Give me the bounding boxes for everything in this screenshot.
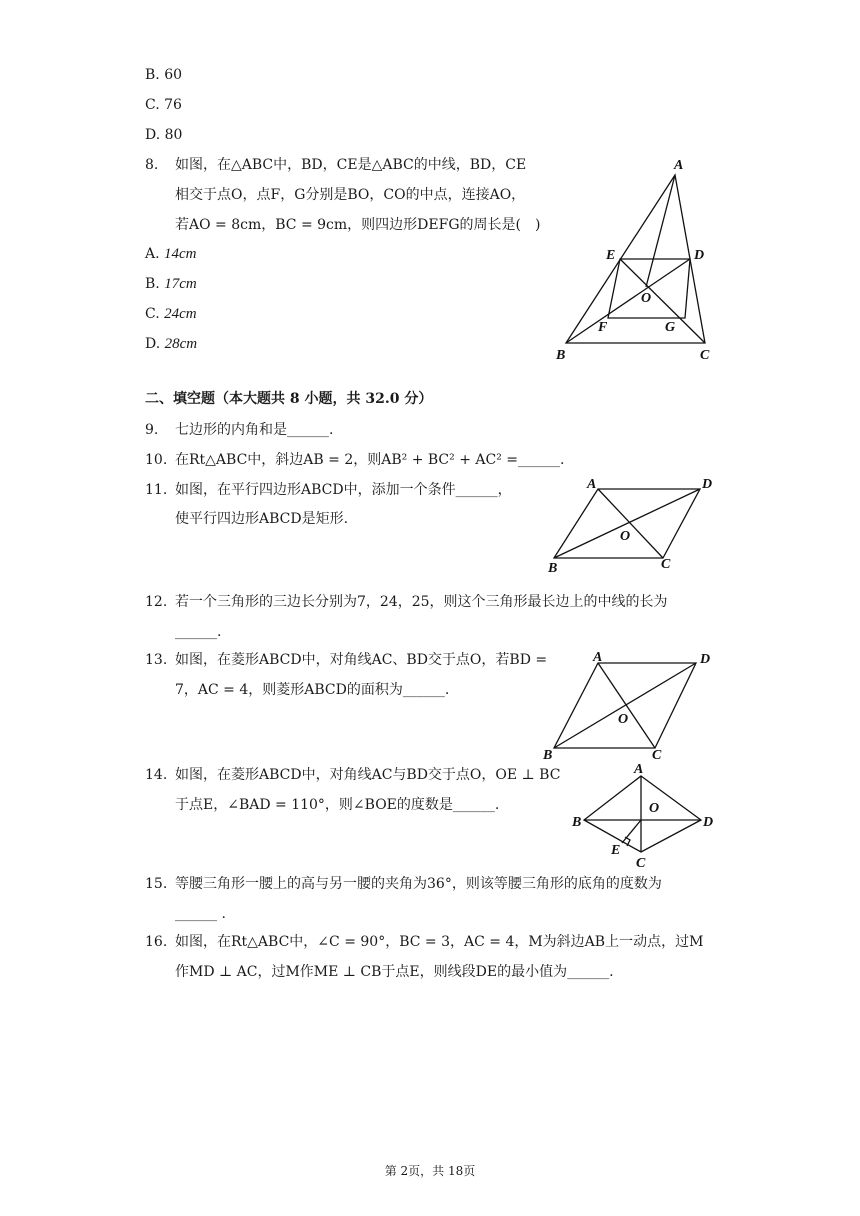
q16-number: 16.	[145, 934, 168, 950]
q11-label-a: A	[587, 477, 597, 492]
q11-label-b: B	[548, 561, 558, 576]
q15-text-line1: 等腰三角形一腰上的高与另一腰的夹角为36°，则该等腰三角形的底角的度数为	[175, 876, 662, 892]
q9-number: 9.	[145, 422, 159, 438]
q8-option-c: C. 24cm	[145, 306, 197, 322]
q8-label-c: C	[700, 348, 710, 363]
q13-number: 13.	[145, 652, 168, 668]
q13-text-line2: 7，AC = 4，则菱形ABCD的面积为______.	[175, 682, 450, 698]
q13-label-a: A	[593, 650, 603, 665]
q16-text-line2: 作MD ⊥ AC，过M作ME ⊥ CB于点E，则线段DE的最小值为______.	[175, 964, 614, 980]
q15-number: 15.	[145, 876, 168, 892]
q14-label-b: B	[572, 815, 582, 830]
q7-option-b: B. 60	[145, 67, 183, 83]
q8-option-d: D. 28cm	[145, 336, 198, 352]
q11-text-line2: 使平行四边形ABCD是矩形.	[175, 511, 349, 527]
q13-text-line1: 如图，在菱形ABCD中，对角线AC、BD交于点O，若BD =	[175, 652, 548, 668]
q13-rhombus-figure	[540, 645, 725, 765]
q10-number: 10.	[145, 452, 168, 468]
q14-label-c: C	[636, 856, 646, 871]
q8-label-d: D	[694, 248, 705, 263]
q14-label-a: A	[634, 762, 644, 777]
q13-label-o: O	[618, 712, 629, 727]
q8-label-o: O	[641, 291, 652, 306]
q13-label-c: C	[652, 748, 662, 763]
q15-text-line2: ______ .	[175, 906, 226, 922]
q14-text-line1: 如图，在菱形ABCD中，对角线AC与BD交于点O，OE ⊥ BC	[175, 767, 561, 783]
q11-number: 11.	[145, 482, 168, 498]
q8-label-a: A	[674, 158, 684, 173]
page-footer: 第 2页，共 18页	[384, 1164, 476, 1178]
q11-label-c: C	[661, 557, 671, 572]
q16-text-line1: 如图，在Rt△ABC中，∠C = 90°，BC = 3，AC = 4，M为斜边AB上一动点，过M	[175, 934, 704, 950]
q14-label-o: O	[649, 801, 660, 816]
q11-label-o: O	[620, 529, 631, 544]
q9-text: 七边形的内角和是______.	[175, 422, 334, 438]
q8-text-line1: 如图，在△ABC中，BD，CE是△ABC的中线，BD，CE	[175, 157, 527, 173]
q8-text-line3: 若AO = 8cm，BC = 9cm，则四边形DEFG的周长是( )	[175, 217, 541, 233]
q8-option-b: B. 17cm	[145, 276, 197, 292]
q14-rhombus-figure	[570, 762, 720, 872]
q14-text-line2: 于点E，∠BAD = 110°，则∠BOE的度数是______.	[175, 797, 500, 813]
q11-text-line1: 如图，在平行四边形ABCD中，添加一个条件______，	[175, 482, 512, 498]
q12-text-line1: 若一个三角形的三边长分别为7，24，25，则这个三角形最长边上的中线的长为	[175, 594, 668, 610]
q11-parallelogram-figure	[540, 472, 725, 577]
q7-option-c: C. 76	[145, 97, 182, 113]
q10-text: 在Rt△ABC中，斜边AB = 2，则AB² + BC² + AC² =______.	[175, 452, 565, 468]
q12-number: 12.	[145, 594, 168, 610]
q8-label-b: B	[556, 348, 566, 363]
q8-triangle-figure	[550, 155, 720, 365]
q14-number: 14.	[145, 767, 168, 783]
q8-number: 8.	[145, 157, 159, 173]
section-2-heading: 二、填空题（本大题共 8 小题，共 32.0 分）	[145, 391, 433, 407]
q14-label-d: D	[703, 815, 714, 830]
q7-option-d: D. 80	[145, 127, 183, 143]
q8-label-f: F	[598, 320, 608, 335]
q13-label-d: D	[700, 652, 711, 667]
q14-label-e: E	[611, 843, 621, 858]
q13-label-b: B	[543, 748, 553, 763]
q8-option-a: A. 14cm	[145, 246, 197, 262]
q12-text-line2: ______.	[175, 624, 222, 640]
q8-label-g: G	[665, 320, 676, 335]
q11-label-d: D	[702, 477, 713, 492]
q8-text-line2: 相交于点O，点F，G分别是BO，CO的中点，连接AO，	[175, 187, 526, 203]
q8-label-e: E	[606, 248, 616, 263]
